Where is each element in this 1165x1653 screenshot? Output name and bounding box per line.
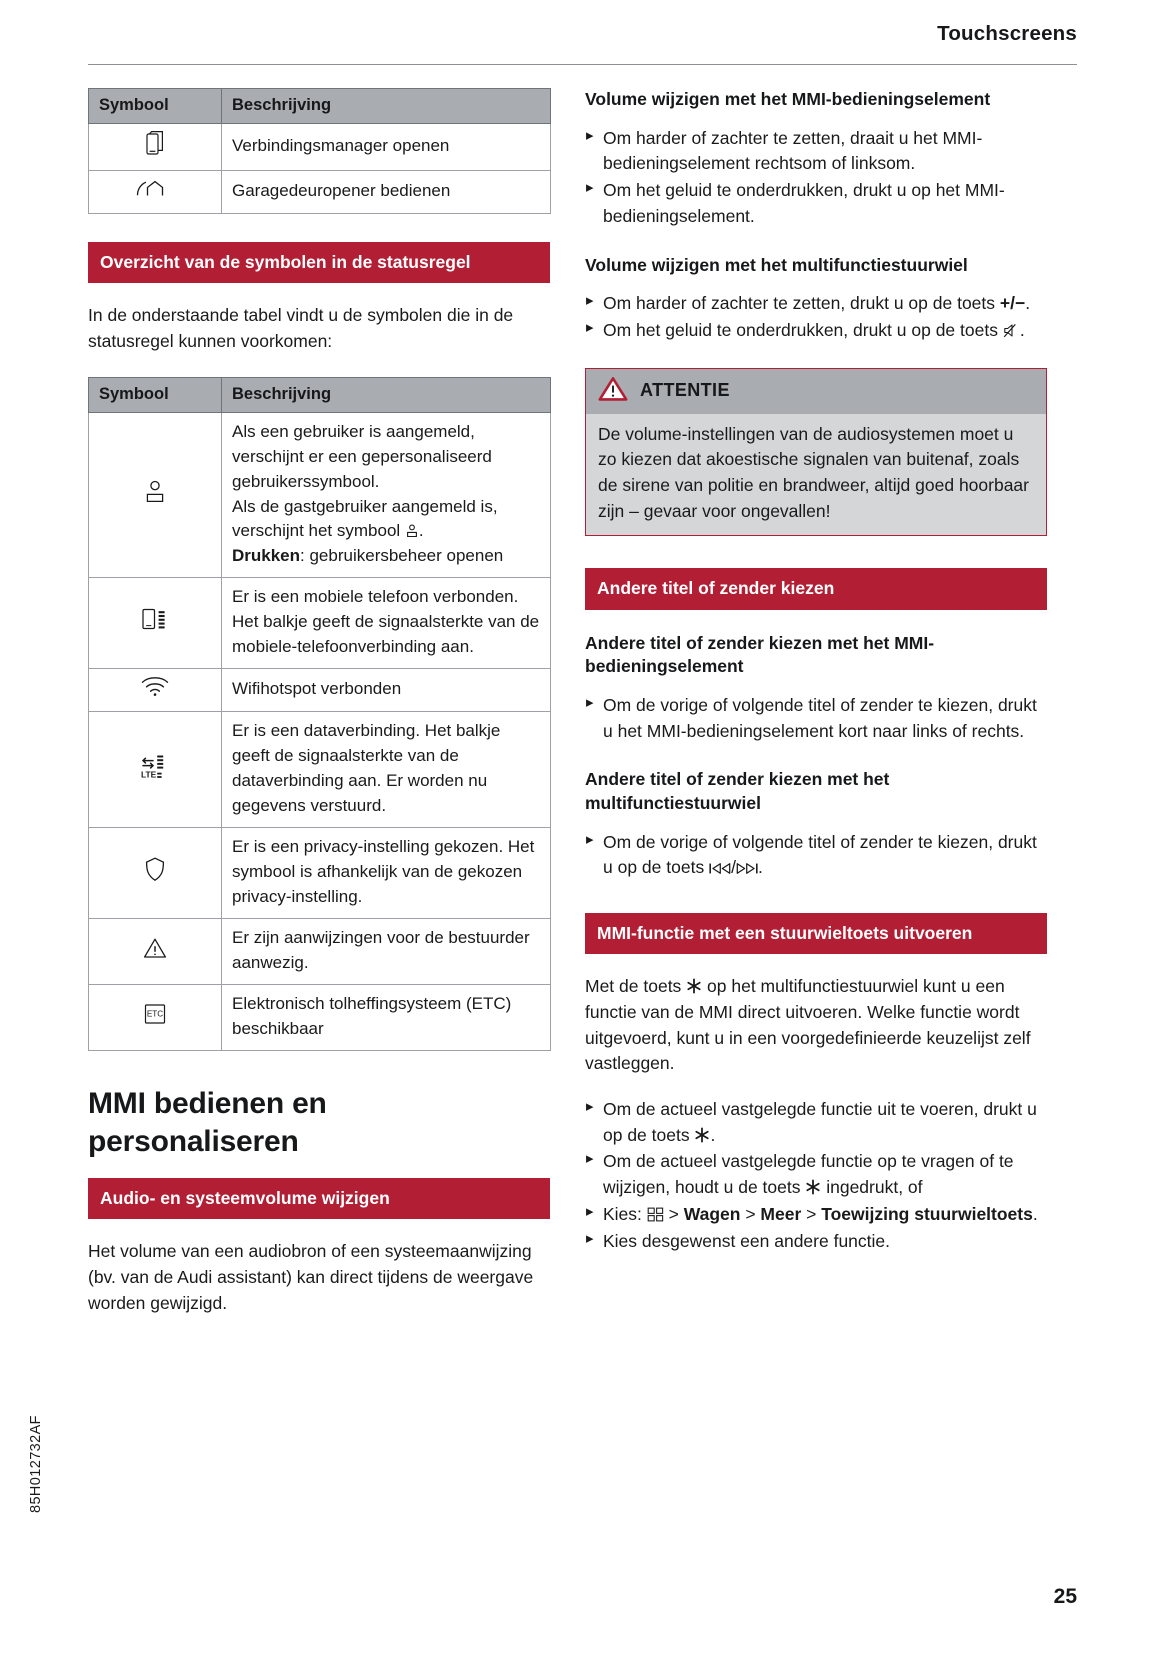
icon-separator: / (731, 857, 736, 878)
bullet-list-track-wheel (585, 830, 1047, 881)
column-header-beschrijving: Beschrijving (222, 89, 551, 124)
chapter-heading: MMI bedienen en personaliseren (88, 1087, 327, 1158)
page-number: 25 (1053, 1585, 1077, 1608)
table-row (89, 669, 551, 712)
asterisk-key-icon (686, 978, 702, 998)
attention-label: ATTENTIE (640, 380, 730, 401)
list-item-suffix: . (757, 857, 763, 878)
warning-triangle-icon (598, 376, 628, 406)
function-intro-prefix: Met de toets (585, 976, 687, 997)
section-banner-function: MMI-functie met een stuurwieltoets uitvoeren (585, 913, 1047, 954)
list-item-suffix: . (1025, 293, 1031, 314)
symbol-description: Verbindingsmanager openen (222, 124, 551, 171)
menu-item-wagen: Wagen (683, 1203, 741, 1224)
heading-volume-wheel: Volume wijzigen met het multifunctiestuurwiel (585, 254, 968, 275)
heading-track-mmi: Andere titel of zender kiezen met het MMI-bedieningselement (585, 632, 935, 677)
list-item-suffix: . (1019, 319, 1025, 340)
symbol-description (222, 412, 551, 578)
table-row (89, 578, 551, 669)
user-account-icon (89, 412, 222, 578)
list-item-suffix: . (1032, 1203, 1038, 1224)
list-item-text: Om harder of zachter te zetten, drukt u op de toets (603, 293, 1000, 314)
symbol-description: Elektronisch tolheffingsysteem (ETC) beschikbaar (222, 985, 551, 1051)
table-row (89, 170, 551, 213)
drukken-text: : gebruikersbeheer openen (300, 546, 504, 566)
right-column (585, 88, 1047, 1255)
left-column (88, 88, 550, 1317)
section-banner-track: Andere titel of zender kiezen (585, 568, 1047, 609)
header-divider (88, 64, 1077, 65)
desc-line-2-suffix: . (418, 521, 424, 541)
desc-line-3 (232, 544, 540, 569)
desc-line-2-text: Als de gastgebruiker aangemeld is, verschijnt het symbool (232, 496, 498, 541)
plus-minus-key-label: +/− (999, 293, 1026, 314)
mobile-signal-icon (89, 578, 222, 669)
part-number: 85H012732AF (28, 1415, 44, 1513)
warning-triangle-icon (89, 919, 222, 985)
column-header-symbool: Symbool (89, 89, 222, 124)
list-item: ▸ Kies desgewenst een andere functie. (585, 1229, 1047, 1255)
table-row (89, 124, 551, 171)
menu-item-toewijzing: Toewijzing stuurwieltoets (821, 1203, 1033, 1224)
lte-data-icon (89, 712, 222, 828)
column-header-beschrijving: Beschrijving (222, 377, 551, 412)
skip-previous-icon (709, 861, 731, 879)
function-intro-suffix: op het multifunctiestuurwiel kunt u een functie van de MMI direct uitvoeren. Welke functie wordt uitgevoerd, kunt u in een voorgedefinieerde keuzelijst zelf vastleggen. (585, 976, 1031, 1074)
list-item: ▸ Om het geluid te onderdrukken, drukt u op het MMI-bedieningselement. (585, 178, 1047, 229)
drukken-label: Drukken (232, 546, 301, 566)
list-item-suffix: . (710, 1124, 716, 1145)
etc-toll-icon (89, 985, 222, 1051)
bullet-list-function (585, 1097, 1047, 1254)
table-header-row (89, 89, 551, 124)
symbol-description: Er zijn aanwijzingen voor de bestuurder aanwezig. (222, 919, 551, 985)
asterisk-key-icon (805, 1179, 821, 1199)
kies-label: Kies: (603, 1203, 647, 1224)
statusregel-intro-paragraph: In de onderstaande tabel vindt u de symbolen die in de statusregel kunnen voorkomen: (88, 305, 514, 351)
symbol-description: Er is een privacy-instelling gekozen. Het symbool is afhankelijk van de gekozen privacy-instelling. (222, 828, 551, 919)
list-item: ▸ Om harder of zachter te zetten, draait u het MMI-bedieningselement rechtsom of linksom. (585, 126, 1047, 177)
symbol-table-top (88, 88, 551, 214)
table-row (89, 412, 551, 578)
page-title: Touchscreens (937, 22, 1077, 45)
svg-text:LTE: LTE (141, 769, 157, 780)
user-account-icon (405, 523, 419, 541)
list-item-text: Om de vorige of volgende titel of zender te kiezen, drukt u op de toets (603, 831, 1037, 878)
attention-box-header (586, 369, 1046, 414)
asterisk-key-icon (694, 1127, 710, 1147)
wifi-icon (89, 669, 222, 712)
bullet-list-volume-mmi (585, 126, 1047, 230)
symbol-description: Wifihotspot verbonden (222, 669, 551, 712)
page-header (88, 22, 1077, 68)
list-item (585, 830, 1047, 881)
list-item: ▸ Om de vorige of volgende titel of zender te kiezen, drukt u het MMI-bedieningselement kort naar links of rechts. (585, 693, 1047, 744)
table-row (89, 919, 551, 985)
desc-line-1: Als een gebruiker is aangemeld, verschijnt er een gepersonaliseerd gebruikerssymbool. (232, 421, 492, 491)
heading-volume-mmi: Volume wijzigen met het MMI-bedieningselement (585, 89, 991, 109)
list-item-text: Om de actueel vastgelegde functie op te vragen of te wijzigen, houdt u de toets (603, 1151, 1014, 1198)
symbol-description: Er is een mobiele telefoon verbonden. Het balkje geeft de signaalsterkte van de mobiele-telefoonverbinding aan. (222, 578, 551, 669)
volume-intro-paragraph: Het volume van een audiobron of een systeemaanwijzing (bv. van de Audi assistant) kan direct tijdens de weergave worden gewijzigd. (88, 1241, 534, 1313)
list-item (585, 318, 1047, 344)
privacy-shield-icon (89, 828, 222, 919)
list-item (585, 1097, 1047, 1148)
table-row (89, 985, 551, 1051)
skip-next-icon (736, 861, 758, 879)
menu-item-meer: Meer (760, 1203, 802, 1224)
bullet-list-track-mmi (585, 693, 1047, 744)
list-item-text: Om het geluid te onderdrukken, drukt u op de toets (603, 319, 1003, 340)
bullet-list-volume-wheel (585, 291, 1047, 343)
attention-box (585, 368, 1047, 537)
table-header-row (89, 377, 551, 412)
attention-box-text: De volume-instellingen van de audiosystemen moet u zo kiezen dat akoestische signalen van buitenaf, zoals de sirene van politie en brandweer, altijd goed hoorbaar zijn – gevaar voor ongevallen! (586, 414, 1046, 536)
table-row (89, 828, 551, 919)
symbol-description: Garagedeuropener bedienen (222, 170, 551, 213)
mute-icon (1003, 323, 1020, 342)
list-item-text: Om de actueel vastgelegde functie uit te voeren, drukt u op de toets (603, 1098, 1037, 1145)
list-item-suffix: ingedrukt, of (821, 1177, 923, 1198)
symbol-description: Er is een dataverbinding. Het balkje geeft de signaalsterkte van de dataverbinding aan. Er worden nu gegevens verstuurd. (222, 712, 551, 828)
column-header-symbool: Symbool (89, 377, 222, 412)
menu-separator-3: > (801, 1203, 822, 1224)
table-row (89, 712, 551, 828)
symbol-table-statusregel (88, 377, 551, 1052)
menu-separator-1: > (663, 1203, 684, 1224)
menu-separator-2: > (740, 1203, 761, 1224)
list-item (585, 291, 1047, 317)
apps-grid-icon (647, 1207, 664, 1226)
desc-line-2 (232, 495, 540, 545)
heading-track-wheel: Andere titel of zender kiezen met het multifunctiestuurwiel (585, 769, 890, 813)
garage-door-opener-icon (89, 170, 222, 213)
svg-text:ETC: ETC (146, 1009, 164, 1019)
connection-manager-icon (89, 124, 222, 171)
section-banner-statusregel: Overzicht van de symbolen in de statusregel (88, 242, 550, 283)
function-intro-paragraph (585, 974, 1047, 1077)
list-item (585, 1149, 1047, 1200)
section-banner-volume: Audio- en systeemvolume wijzigen (88, 1178, 550, 1219)
list-item (585, 1202, 1047, 1228)
